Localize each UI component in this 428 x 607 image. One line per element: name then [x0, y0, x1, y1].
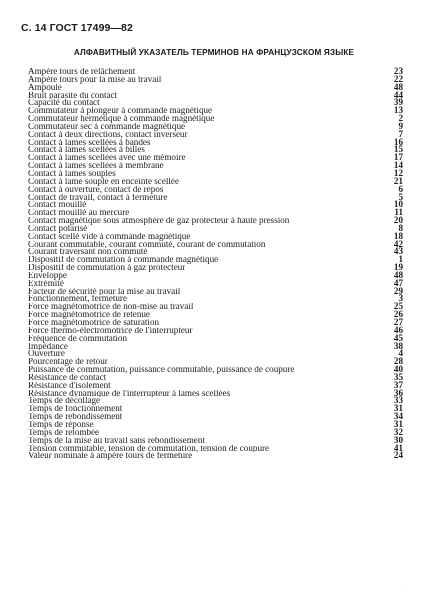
entry-term: Valeur nominale à ampère tours de fermeture — [28, 452, 193, 461]
entry-number: 35 — [393, 371, 403, 382]
index-entry — [28, 426, 403, 437]
index-entry — [28, 107, 403, 115]
index-entry — [28, 209, 403, 217]
entry-number: 22 — [393, 73, 403, 84]
entry-number: 28 — [393, 356, 403, 367]
entry-number: 48 — [393, 269, 403, 280]
entry-term: Contact mouillé — [28, 201, 87, 210]
entry-term: Puissance de commutation, puissance commutable, puissance de coupure — [28, 366, 295, 374]
entry-number: 4 — [398, 348, 403, 359]
entry-term: Temps de retombée — [28, 428, 100, 437]
entry-number: 10 — [393, 199, 403, 210]
index-entry — [28, 387, 403, 398]
entry-number: 12 — [393, 167, 403, 178]
entry-term: Contact à lame souple en enceinte scellée — [28, 177, 179, 186]
index-entry — [28, 99, 403, 107]
index-entry — [28, 256, 403, 264]
entry-number: 24 — [393, 450, 403, 461]
index-entry — [28, 379, 403, 390]
entry-term: Contact mouillé au mercure — [28, 209, 130, 218]
index-entry — [28, 89, 403, 100]
index-entry — [28, 201, 403, 209]
entry-number: 2 — [398, 113, 403, 124]
entry-number: 30 — [393, 434, 403, 445]
entry-term: Dispositif de commutation à gaz protecteur — [28, 264, 186, 272]
entry-number: 18 — [393, 230, 403, 241]
index-entry — [28, 442, 403, 453]
entry-term: Impédance — [28, 342, 68, 351]
index-entry — [28, 269, 403, 280]
index-entry — [28, 146, 403, 154]
entry-number: 48 — [393, 81, 403, 92]
entry-term: Ouverture — [28, 350, 65, 359]
index-entry — [28, 264, 403, 272]
entry-term: Enveloppe — [28, 271, 67, 280]
entry-number: 44 — [393, 89, 403, 100]
entry-number: 6 — [398, 183, 403, 194]
index-entry — [28, 434, 403, 445]
index-entry — [28, 238, 403, 249]
entry-number: 43 — [393, 246, 403, 257]
index-entry — [28, 154, 403, 162]
entry-number: 26 — [393, 309, 403, 320]
entry-term: Pourcentage de retour — [28, 358, 108, 367]
entry-number: 19 — [393, 262, 403, 273]
entry-number: 7 — [398, 128, 403, 139]
entry-term: Fonctionnement, fermeture — [28, 295, 127, 304]
index-entry — [28, 191, 403, 202]
entry-term: Temps de fonctionnement — [28, 405, 123, 414]
index-entry — [28, 311, 403, 319]
entry-number: 25 — [393, 301, 403, 312]
entry-term: Tension commutable, tension de commutation, tension de coupure — [28, 444, 270, 453]
entry-term: Force magnétomotrice de saturation — [28, 319, 160, 327]
entry-term: Ampoule — [28, 83, 62, 92]
entry-term: Force magnétomotrice de non-mise au travail — [28, 303, 194, 312]
entry-term: Résistance d'isolement — [28, 381, 111, 390]
index-entry — [28, 277, 403, 288]
entry-term: Contact à lames scellées à bandes — [28, 138, 151, 147]
entry-number: 31 — [393, 403, 403, 414]
entry-number: 31 — [393, 418, 403, 429]
index-entry — [28, 136, 403, 147]
entry-number: 17 — [393, 152, 403, 163]
entry-number: 33 — [393, 395, 403, 406]
index-entry — [28, 217, 403, 225]
entry-number: 41 — [393, 442, 403, 453]
entry-term: Contact de travail, contact à fermeture — [28, 193, 168, 202]
entry-number: 42 — [393, 238, 403, 249]
entry-term: Commutateur à plongeur à commande magnétique — [28, 107, 213, 116]
entry-number: 5 — [398, 191, 403, 202]
entry-term: Résistance de contact — [28, 373, 107, 382]
entry-number: 40 — [393, 364, 403, 375]
index-entry — [28, 230, 403, 241]
index-entry — [28, 324, 403, 335]
entry-term: Extrémité — [28, 279, 64, 288]
entry-term: Force magnétomotrice de retenue — [28, 311, 150, 319]
entry-number: 13 — [393, 105, 403, 116]
entry-number: 8 — [398, 222, 403, 233]
index-entry — [28, 366, 403, 374]
entry-term: Dispositif de commutation à commande magnétique — [28, 256, 219, 265]
index-entry — [28, 340, 403, 351]
entry-number: 46 — [393, 324, 403, 335]
index-entry — [28, 319, 403, 327]
index-entry — [28, 285, 403, 296]
index-entry — [28, 397, 403, 405]
entry-term: Force thermo-électromotrice de l'interrupteur — [28, 326, 193, 335]
entry-number: 29 — [393, 285, 403, 296]
entry-number: 38 — [393, 340, 403, 351]
entry-term: Ampère tours pour la mise au travail — [28, 75, 162, 84]
index-entry — [28, 303, 403, 311]
index-entry — [28, 183, 403, 194]
index-entry — [28, 413, 403, 421]
entry-term: Commutateur hermétique à commande magnétique — [28, 115, 215, 123]
entry-number: 20 — [393, 215, 403, 226]
entry-term: Facteur de sécurité pour la mise au travail — [28, 287, 181, 296]
entry-term: Temps de la mise au travail sans rebondissement — [28, 436, 205, 445]
entry-number: 27 — [393, 317, 403, 327]
entry-number: 36 — [393, 387, 403, 398]
entry-term: Contact polarisé — [28, 224, 88, 233]
index-entry — [28, 68, 403, 76]
index-entry — [28, 295, 403, 303]
index-entry — [28, 350, 403, 358]
index-entry — [28, 115, 403, 123]
term-index-list — [28, 68, 403, 460]
index-entry — [28, 73, 403, 84]
entry-term: Ampère tours de relâchement — [28, 68, 136, 76]
scan-mark: · — [404, 586, 406, 592]
index-entry — [28, 120, 403, 131]
entry-term: Contact scellé vide à commande magnétique — [28, 232, 191, 241]
entry-number: 32 — [393, 426, 403, 437]
entry-term: Fréquence de commutation — [28, 334, 127, 343]
entry-number: 3 — [398, 293, 403, 304]
entry-term: Résistance dynamique de l'interrupteur à lames scellées — [28, 389, 231, 398]
index-entry — [28, 332, 403, 343]
entry-number: 16 — [393, 136, 403, 147]
entry-number: 39 — [393, 97, 403, 108]
index-entry — [28, 371, 403, 382]
entry-term: Commutateur sec à commande magnétique — [28, 122, 186, 131]
entry-number: 9 — [398, 120, 403, 131]
index-entry — [28, 452, 403, 460]
entry-number: 1 — [398, 254, 403, 265]
entry-term: Courant commutable, courant commuté, courant de commutation — [28, 240, 266, 249]
index-entry — [28, 162, 403, 170]
entry-term: Contact à lames scellées avec une mémoire — [28, 154, 186, 163]
entry-number: 23 — [393, 66, 403, 76]
entry-term: Contact à ouverture, contact de repos — [28, 185, 164, 194]
index-entry — [28, 405, 403, 413]
entry-term: Contact à deux directions, contact inverseur — [28, 130, 188, 139]
index-entry — [28, 248, 403, 256]
page-header: С. 14 ГОСТ 17499—82 — [21, 22, 133, 34]
index-entry — [28, 167, 403, 178]
entry-term: Courant traversant non commuté — [28, 248, 148, 257]
entry-term: Bruit parasite du contact — [28, 91, 118, 100]
entry-term: Temps de décollage — [28, 397, 101, 406]
entry-number: 11 — [394, 207, 403, 218]
entry-number: 47 — [393, 277, 403, 288]
entry-number: 37 — [393, 379, 403, 390]
entry-term: Contact magnétique sous atmosphère de gaz protecteur à haute pression — [28, 217, 290, 225]
entry-number: 45 — [393, 332, 403, 343]
entry-number: 21 — [393, 175, 403, 186]
index-entry — [28, 175, 403, 186]
index-entry — [28, 128, 403, 139]
entry-term: Temps de rebondissement — [28, 413, 123, 421]
entry-number: 15 — [393, 144, 403, 155]
index-entry — [28, 418, 403, 429]
index-title: АЛФАВИТНЫЙ УКАЗАТЕЛЬ ТЕРМИНОВ НА ФРАНЦУЗСКОМ ЯЗЫКЕ — [73, 48, 355, 57]
index-entry — [28, 81, 403, 92]
entry-term: Capacité du contact — [28, 99, 100, 108]
entry-term: Contact à lames souples — [28, 169, 116, 178]
index-entry — [28, 222, 403, 233]
entry-term: Contact à lames scellées à membrane — [28, 162, 164, 170]
entry-term: Contact à lames scellées à billes — [28, 146, 145, 155]
entry-number: 34 — [393, 411, 403, 422]
entry-term: Temps de réponse — [28, 420, 94, 429]
index-entry — [28, 358, 403, 366]
entry-number: 14 — [393, 160, 403, 171]
